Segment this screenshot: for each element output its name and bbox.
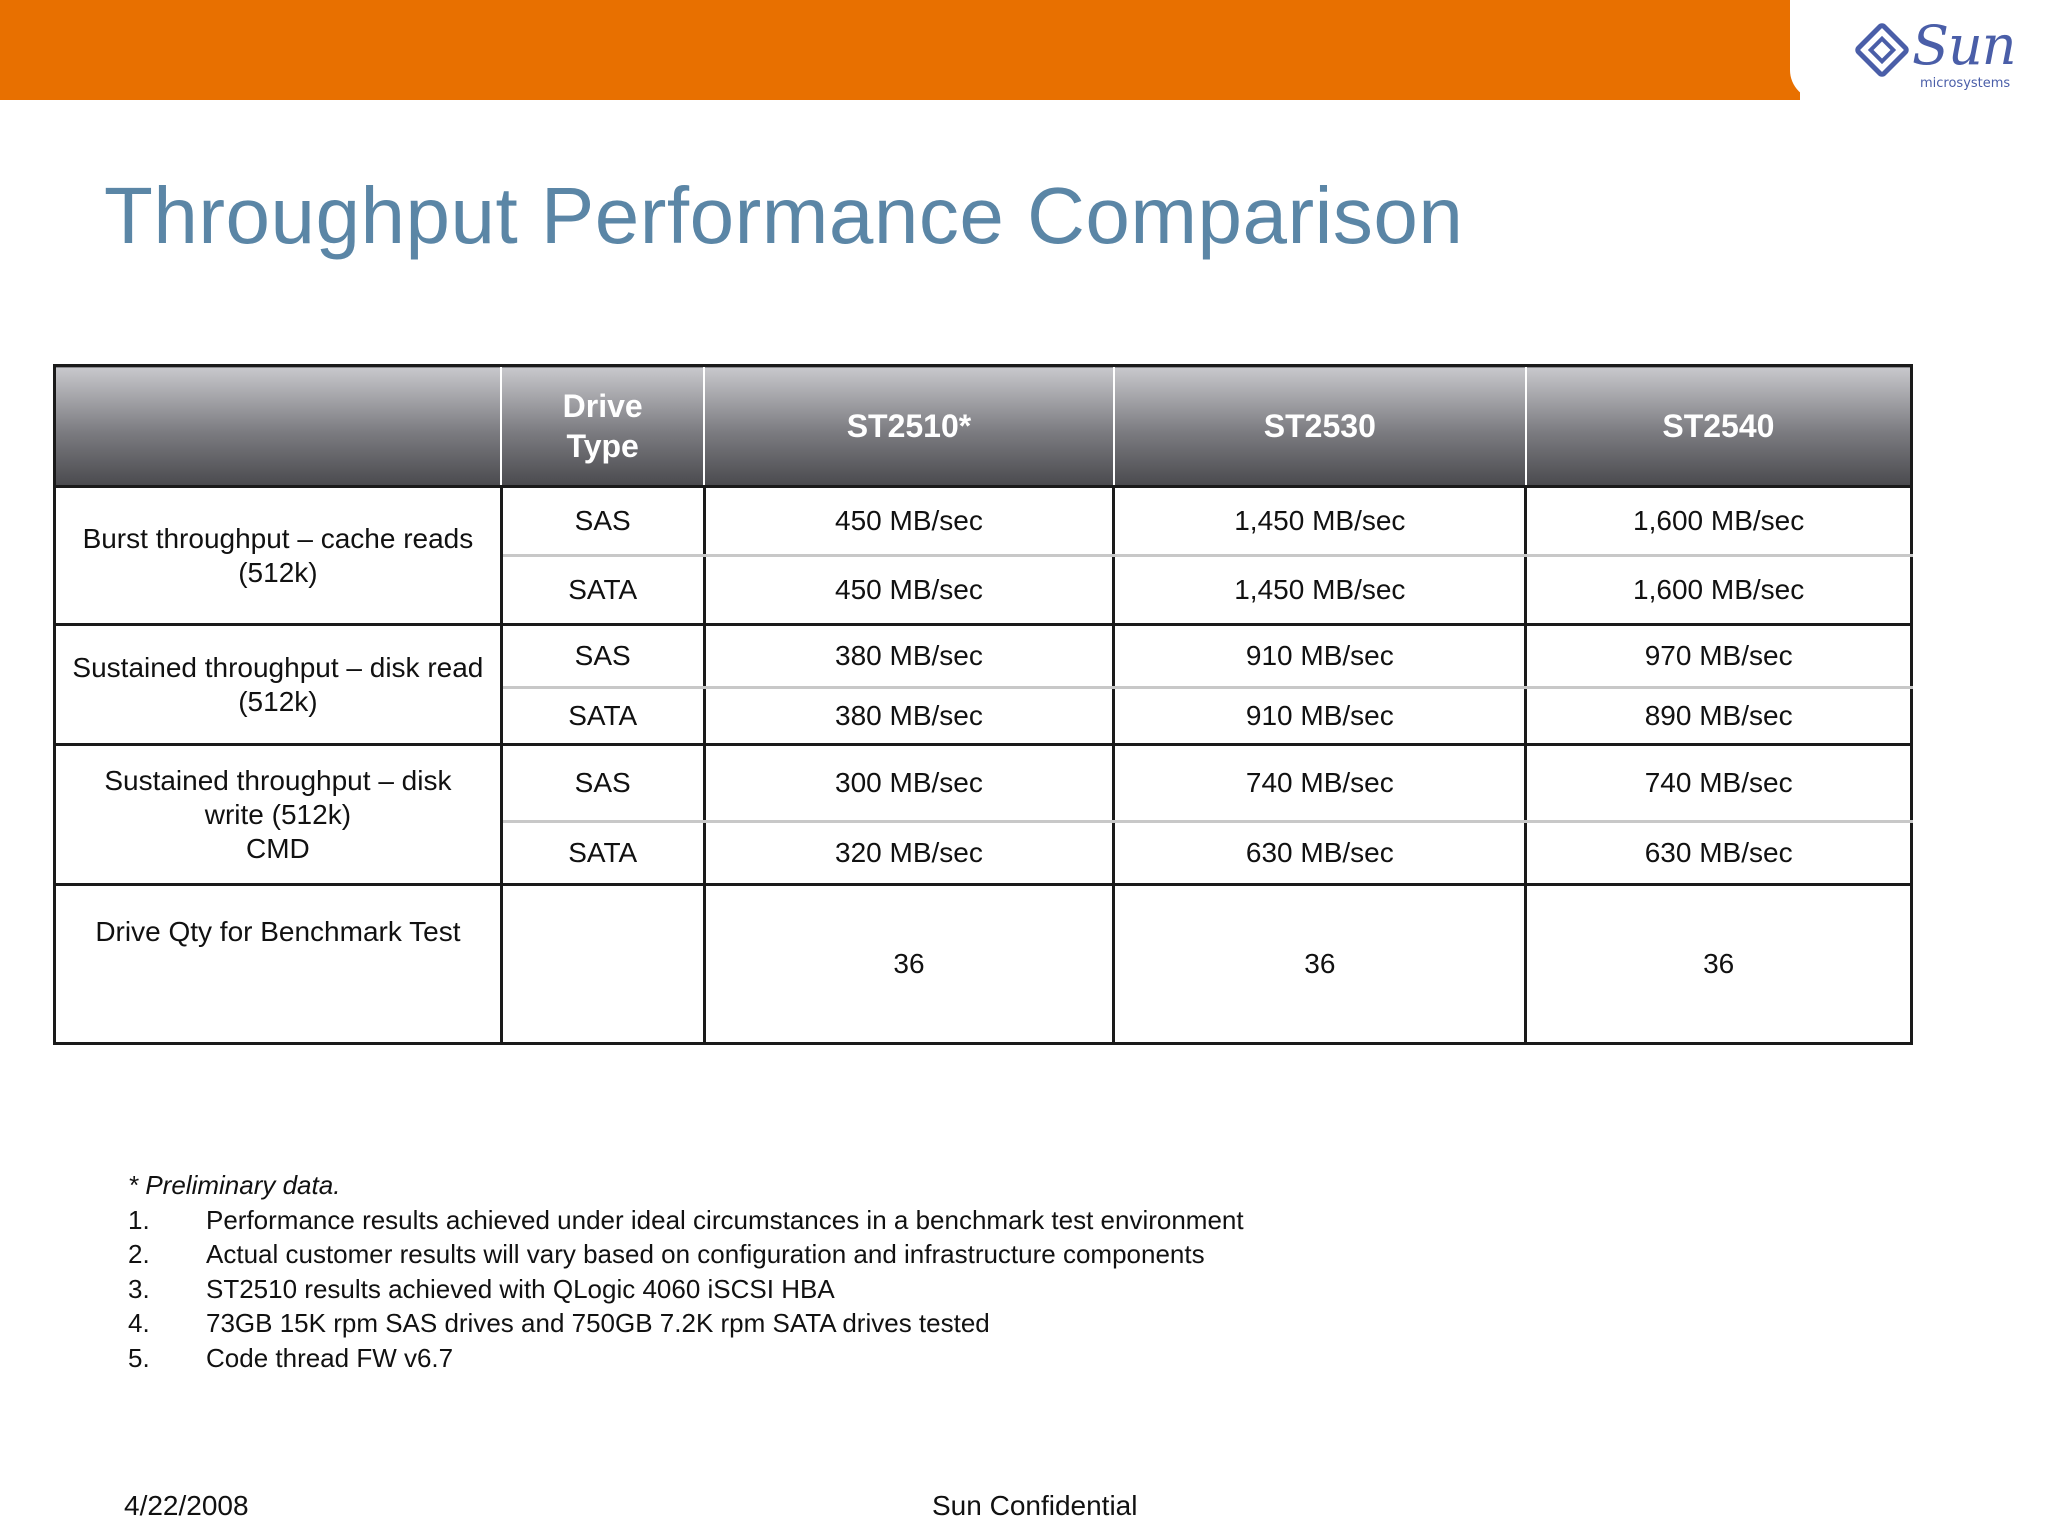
value-cell: 740 MB/sec [1526,745,1912,822]
value-cell: 740 MB/sec [1114,745,1526,822]
footnote-number: 1. [128,1204,150,1235]
footnote-number: 2. [128,1239,150,1269]
footnote-number: 5. [128,1342,150,1373]
metric-label [55,745,502,885]
header-st2530: ST2530 [1114,366,1526,487]
drive-type-cell: SATA [501,688,704,745]
sun-logo-icon [1854,22,1910,78]
page-title: Throughput Performance Comparison [104,171,1464,260]
value-cell: 1,600 MB/sec [1526,556,1912,625]
footnote-item [128,1203,1244,1238]
value-cell: 1,600 MB/sec [1526,487,1912,556]
value-cell: 450 MB/sec [704,556,1114,625]
drive-type-cell: SATA [501,556,704,625]
header-drive-type: Drive Type [501,366,704,487]
value-cell: 300 MB/sec [704,745,1114,822]
footnote-text: Code thread FW v6.7 [206,1342,454,1373]
table-row [55,745,1912,822]
footnote-item [128,1306,1244,1341]
table-row [55,885,1912,1044]
footnote-item [128,1237,1244,1272]
value-cell: 380 MB/sec [704,625,1114,688]
table-row [55,487,1912,556]
table-header-row [55,366,1912,487]
header-st2510: ST2510* [704,366,1114,487]
footnotes [128,1168,1244,1375]
drive-type-cell [501,885,704,1044]
metric-label: Drive Qty for Benchmark Test [55,885,502,1044]
footer-date: 4/22/2008 [124,1490,249,1521]
header-band [0,0,1800,100]
value-cell: 1,450 MB/sec [1114,487,1526,556]
value-cell: 630 MB/sec [1526,822,1912,885]
footnote-item [128,1341,1244,1376]
table-row [55,625,1912,688]
value-cell: 320 MB/sec [704,822,1114,885]
value-cell: 36 [1526,885,1912,1044]
header-label-cell [55,366,502,487]
value-cell: 890 MB/sec [1526,688,1912,745]
metric-label-line: Sustained throughput – disk [104,764,452,796]
footnote-text: 73GB 15K rpm SAS drives and 750GB 7.2K rpm SATA drives tested [206,1308,990,1338]
performance-table [53,364,1913,1045]
metric-label: Sustained throughput – disk read (512k) [55,625,502,745]
footnote-text: Actual customer results will vary based on configuration and infrastructure components [206,1239,1205,1269]
value-cell: 970 MB/sec [1526,625,1912,688]
footnote-item [128,1272,1244,1307]
value-cell: 910 MB/sec [1114,625,1526,688]
value-cell: 1,450 MB/sec [1114,556,1526,625]
metric-label: Burst throughput – cache reads (512k) [55,487,502,625]
value-cell: 36 [704,885,1114,1044]
footnote-number: 4. [128,1308,150,1338]
footnote-number: 3. [128,1273,150,1304]
metric-label-line: CMD [246,832,310,864]
drive-type-cell: SAS [501,487,704,556]
drive-type-cell: SAS [501,745,704,822]
drive-type-cell: SAS [501,625,704,688]
value-cell: 630 MB/sec [1114,822,1526,885]
footnote-heading: * Preliminary data. [128,1170,341,1200]
footer-confidential: Sun Confidential [932,1490,1138,1521]
logo-wordmark: Sun [1912,14,2016,77]
logo-subtitle: microsystems [1920,76,2011,91]
drive-type-cell: SATA [501,822,704,885]
footnote-text: Performance results achieved under ideal circumstances in a benchmark test environment [206,1204,1244,1235]
value-cell: 36 [1114,885,1526,1044]
value-cell: 910 MB/sec [1114,688,1526,745]
value-cell: 380 MB/sec [704,688,1114,745]
header-st2540: ST2540 [1526,366,1912,487]
value-cell: 450 MB/sec [704,487,1114,556]
footnote-text: ST2510 results achieved with QLogic 4060 iSCSI HBA [206,1273,835,1304]
metric-label-line: write (512k) [204,798,352,830]
